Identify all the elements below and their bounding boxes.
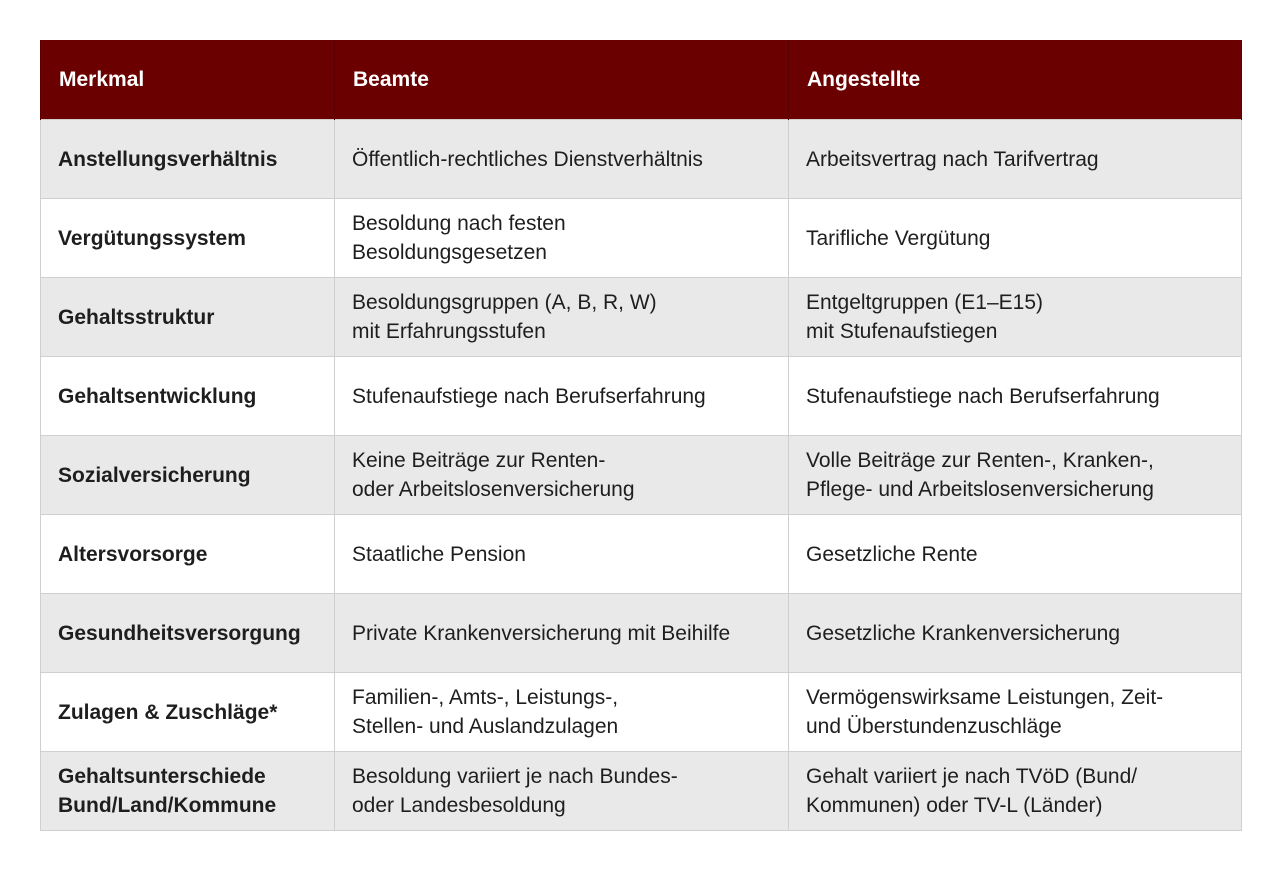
cell-text-line: Öffentlich-rechtliches Dienstverhältnis xyxy=(352,147,703,171)
cell-text-line: Stellen- und Auslandzulagen xyxy=(352,715,619,738)
table-row xyxy=(41,436,1242,515)
cell-text-line: Vermögenswirksame Leistungen, Zeit- xyxy=(806,686,1164,709)
header-merkmal: Merkmal xyxy=(41,40,335,120)
cell-text-line: Zulagen & Zuschläge* xyxy=(58,700,278,724)
cell-angestellte xyxy=(789,278,1242,357)
cell-beamte xyxy=(335,278,789,357)
cell-merkmal xyxy=(41,752,335,831)
cell-text-line: Tarifliche Vergütung xyxy=(806,226,991,250)
table-row xyxy=(41,515,1242,594)
cell-beamte xyxy=(335,199,789,278)
cell-text-line: Besoldungsgruppen (A, B, R, W) xyxy=(352,291,657,314)
header-angestellte: Angestellte xyxy=(789,40,1242,120)
cell-text-line: Staatliche Pension xyxy=(352,542,526,566)
cell-merkmal xyxy=(41,278,335,357)
cell-beamte xyxy=(335,594,789,673)
cell-text-line: Gesetzliche Rente xyxy=(806,542,978,566)
cell-angestellte xyxy=(789,357,1242,436)
cell-beamte xyxy=(335,673,789,752)
cell-angestellte xyxy=(789,199,1242,278)
table-header-row xyxy=(41,40,1242,120)
cell-text-line: oder Landesbesoldung xyxy=(352,794,566,817)
cell-angestellte xyxy=(789,673,1242,752)
cell-text-line: Gesundheitsversorgung xyxy=(58,621,301,645)
table-row xyxy=(41,752,1242,831)
cell-angestellte xyxy=(789,752,1242,831)
cell-merkmal xyxy=(41,199,335,278)
cell-beamte xyxy=(335,515,789,594)
cell-text-line: Pflege- und Arbeitslosenversicherung xyxy=(806,478,1154,501)
cell-text-line: Sozialversicherung xyxy=(58,463,251,487)
cell-angestellte xyxy=(789,515,1242,594)
cell-text-line: Besoldungsgesetzen xyxy=(352,241,547,264)
cell-text-line: Kommunen) oder TV-L (Länder) xyxy=(806,794,1103,817)
cell-text-line: Entgeltgruppen (E1–E15) xyxy=(806,291,1043,314)
table-row xyxy=(41,594,1242,673)
cell-beamte xyxy=(335,752,789,831)
header-beamte: Beamte xyxy=(335,40,789,120)
table-row xyxy=(41,199,1242,278)
cell-text-line: Anstellungsverhältnis xyxy=(58,147,278,171)
cell-text-line: Bund/Land/Kommune xyxy=(58,794,277,817)
cell-angestellte xyxy=(789,120,1242,199)
cell-merkmal xyxy=(41,436,335,515)
table-row xyxy=(41,357,1242,436)
cell-text-line: Gehaltsunterschiede xyxy=(58,765,266,788)
table-row xyxy=(41,278,1242,357)
cell-text-line: Volle Beiträge zur Renten-, Kranken-, xyxy=(806,449,1154,472)
cell-text-line: und Überstundenzuschläge xyxy=(806,715,1062,738)
cell-merkmal xyxy=(41,120,335,199)
cell-angestellte xyxy=(789,436,1242,515)
comparison-table xyxy=(40,40,1242,831)
cell-text-line: Besoldung nach festen xyxy=(352,212,566,235)
cell-text-line: Besoldung variiert je nach Bundes- xyxy=(352,765,678,788)
cell-text-line: Gehalt variiert je nach TVöD (Bund/ xyxy=(806,765,1138,788)
cell-text-line: Arbeitsvertrag nach Tarifvertrag xyxy=(806,147,1099,171)
cell-text-line: Gesetzliche Krankenversicherung xyxy=(806,621,1120,645)
cell-beamte xyxy=(335,120,789,199)
cell-text-line: Stufenaufstiege nach Berufserfahrung xyxy=(806,384,1160,408)
cell-text-line: Gehaltsstruktur xyxy=(58,305,215,329)
cell-beamte xyxy=(335,357,789,436)
cell-merkmal xyxy=(41,673,335,752)
table-row xyxy=(41,120,1242,199)
cell-merkmal xyxy=(41,515,335,594)
cell-merkmal xyxy=(41,594,335,673)
cell-text-line: oder Arbeitslosenversicherung xyxy=(352,478,635,501)
table-row xyxy=(41,673,1242,752)
table-body xyxy=(41,120,1242,831)
cell-text-line: Gehaltsentwicklung xyxy=(58,384,257,408)
cell-text-line: Private Krankenversicherung mit Beihilfe xyxy=(352,621,731,645)
cell-text-line: Keine Beiträge zur Renten- xyxy=(352,449,606,472)
cell-text-line: Vergütungssystem xyxy=(58,226,246,250)
cell-text-line: Familien-, Amts-, Leistungs-, xyxy=(352,686,619,709)
cell-merkmal xyxy=(41,357,335,436)
cell-angestellte xyxy=(789,594,1242,673)
cell-text-line: Altersvorsorge xyxy=(58,542,208,566)
cell-beamte xyxy=(335,436,789,515)
comparison-table-container xyxy=(40,40,1241,831)
cell-text-line: Stufenaufstiege nach Berufserfahrung xyxy=(352,384,706,408)
cell-text-line: mit Erfahrungsstufen xyxy=(352,320,546,343)
cell-text-line: mit Stufenaufstiegen xyxy=(806,320,998,343)
